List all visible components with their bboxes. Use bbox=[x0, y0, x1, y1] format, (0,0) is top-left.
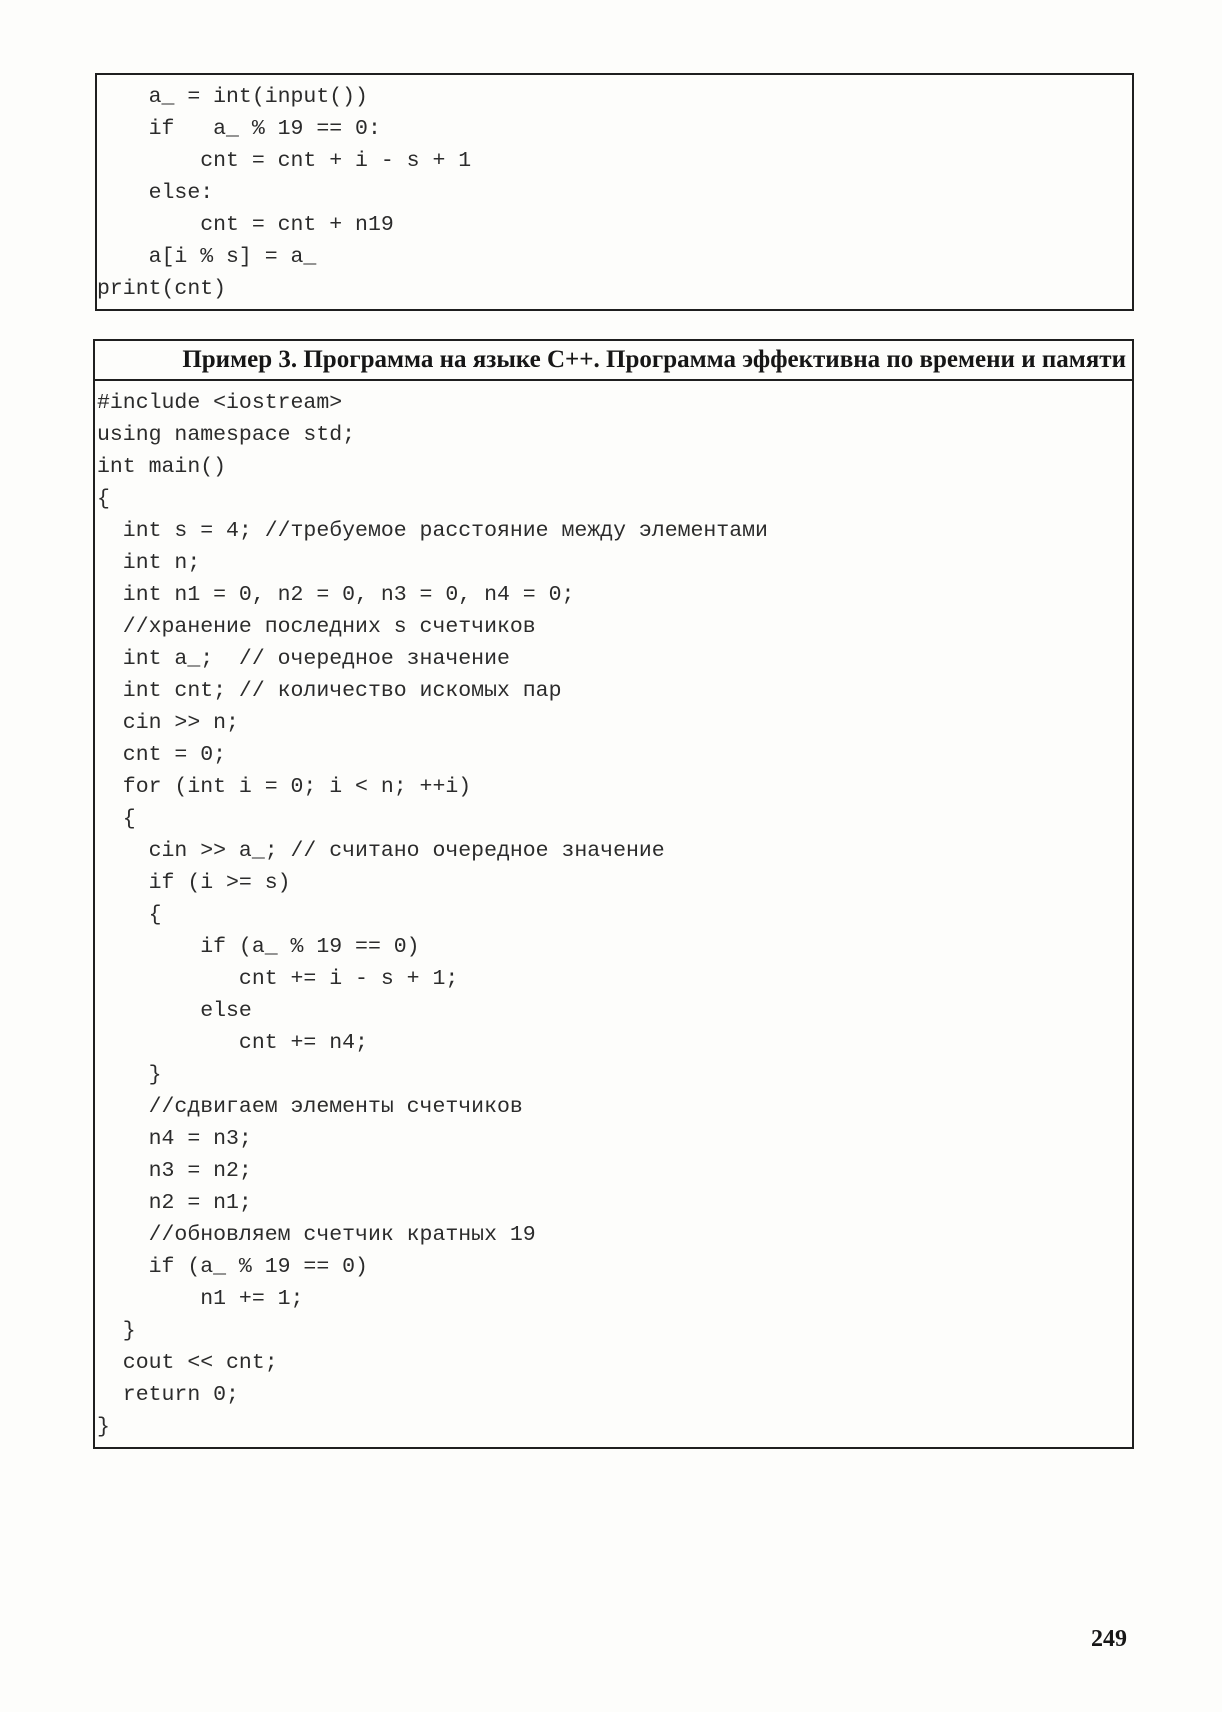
code-line: a[i % s] = a_ bbox=[97, 245, 317, 269]
code-line: } bbox=[97, 1063, 162, 1087]
code-line: cin >> a_; // считано очередное значение bbox=[97, 839, 665, 863]
code-line: print(cnt) bbox=[97, 277, 227, 301]
code-line: int n1 = 0, n2 = 0, n3 = 0, n4 = 0; bbox=[97, 583, 575, 607]
code-line: //обновляем счетчик кратных 19 bbox=[97, 1223, 536, 1247]
code-line: } bbox=[97, 1319, 136, 1343]
code-line: cnt = cnt + i - s + 1 bbox=[97, 149, 472, 173]
code-line: cin >> n; bbox=[97, 711, 239, 735]
code-line: { bbox=[97, 903, 162, 927]
code-line: cnt = cnt + n19 bbox=[97, 213, 394, 237]
code-line: n2 = n1; bbox=[97, 1191, 252, 1215]
code-line: for (int i = 0; i < n; ++i) bbox=[97, 775, 472, 799]
code-line: if (a_ % 19 == 0) bbox=[97, 1255, 368, 1279]
code-line: int main() bbox=[97, 455, 227, 479]
code-line: #include <iostream> bbox=[97, 391, 343, 415]
code-line: using namespace std; bbox=[97, 423, 356, 447]
code-line: { bbox=[97, 807, 136, 831]
code-block bbox=[97, 75, 1132, 305]
code-listing-python-fragment bbox=[95, 73, 1134, 311]
code-line: if (a_ % 19 == 0) bbox=[97, 935, 420, 959]
page-number: 249 bbox=[1091, 1626, 1127, 1652]
code-line: else: bbox=[97, 181, 214, 205]
code-line: { bbox=[97, 487, 110, 511]
code-line: int n; bbox=[97, 551, 201, 575]
code-line: int s = 4; //требуемое расстояние между элементами bbox=[97, 519, 768, 543]
code-line: cnt = 0; bbox=[97, 743, 227, 767]
code-line: if (i >= s) bbox=[97, 871, 291, 895]
code-line: //сдвигаем элементы счетчиков bbox=[97, 1095, 523, 1119]
code-line: return 0; bbox=[97, 1383, 239, 1407]
code-line: a_ = int(input()) bbox=[97, 85, 368, 109]
code-line: cnt += n4; bbox=[97, 1031, 368, 1055]
code-line: } bbox=[97, 1415, 110, 1439]
code-block bbox=[95, 381, 1132, 1443]
listing-title: Пример 3. Программа на языке C++. Программа эффективна по времени и памяти bbox=[95, 341, 1132, 381]
code-line: n1 += 1; bbox=[97, 1287, 304, 1311]
code-listing-example3 bbox=[93, 339, 1134, 1449]
code-line: else bbox=[97, 999, 252, 1023]
code-line: n4 = n3; bbox=[97, 1127, 252, 1151]
code-line: n3 = n2; bbox=[97, 1159, 252, 1183]
code-line: //хранение последних s счетчиков bbox=[97, 615, 536, 639]
code-line: int a_; // очередное значение bbox=[97, 647, 510, 671]
code-line: int cnt; // количество искомых пар bbox=[97, 679, 562, 703]
code-line: cout << cnt; bbox=[97, 1351, 278, 1375]
code-line: if a_ % 19 == 0: bbox=[97, 117, 381, 141]
code-line: cnt += i - s + 1; bbox=[97, 967, 459, 991]
